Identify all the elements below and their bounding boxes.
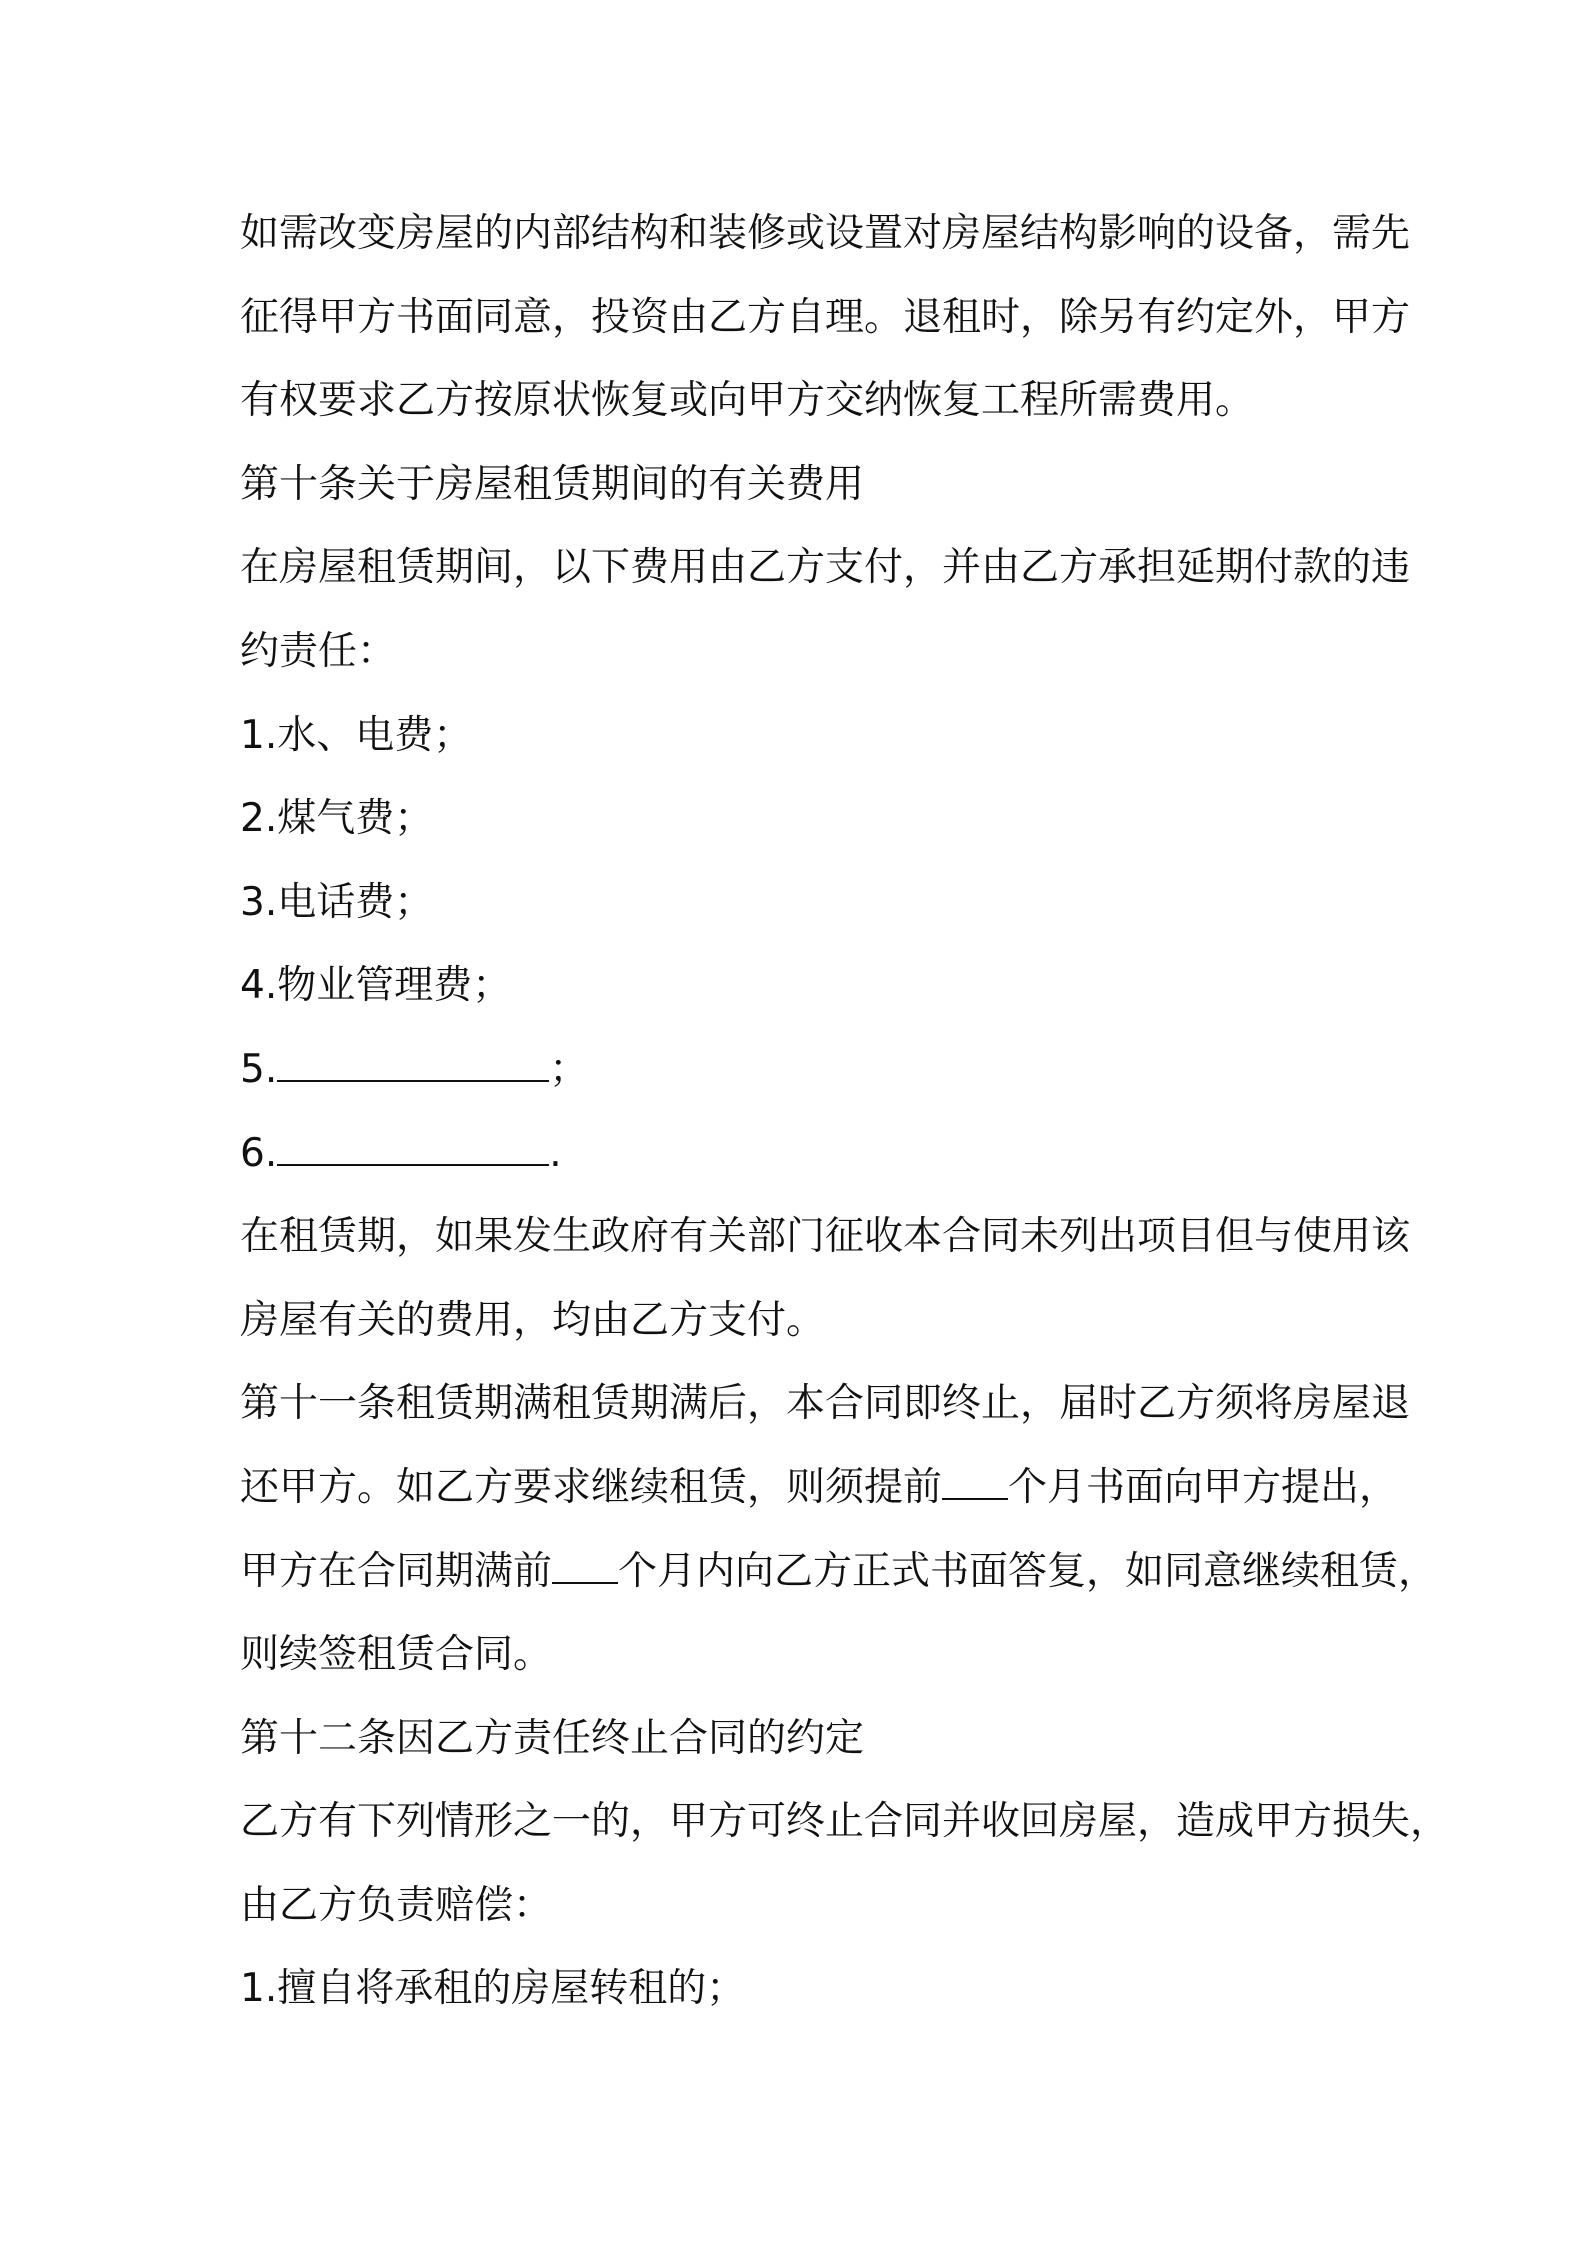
section-heading-article-12: 第十二条因乙方责任终止合同的约定 xyxy=(240,1715,865,1761)
paragraph-line: 在房屋租赁期间，以下费用由乙方支付，并由乙方承担延期付款的违 xyxy=(240,545,1411,591)
text-segment: 个月内向乙方正式书面答复，如同意继续租赁， xyxy=(618,1548,1438,1594)
list-item-blank-5 xyxy=(240,1028,1360,1112)
paragraph-line: 在租赁期，如果发生政府有关部门征收本合同未列出项目但与使用该 xyxy=(240,1214,1411,1260)
item-punctuation: ； xyxy=(549,1046,589,1092)
section-heading-article-10: 第十条关于房屋租赁期间的有关费用 xyxy=(240,461,865,507)
section-heading-article-11: 第十一条租赁期满租赁期满后，本合同即终止，届时乙方须将房屋退 xyxy=(240,1381,1411,1427)
document-body xyxy=(240,192,1450,2031)
item-number: 6. xyxy=(240,1130,278,1176)
paragraph-line: 如需改变房屋的内部结构和装修或设置对房屋结构影响的设备，需先 xyxy=(240,211,1411,256)
list-item-gas: 2.煤气费； xyxy=(240,796,434,842)
text-segment: 个月书面向甲方提出， xyxy=(1008,1464,1399,1510)
text-segment: 还甲方。如乙方要求继续租赁，则须提前 xyxy=(240,1464,943,1510)
list-item-water-electricity: 1.水、电费； xyxy=(240,712,473,758)
text-segment: 甲方在合同期满前 xyxy=(240,1548,553,1594)
paragraph-line-reply-months xyxy=(240,1530,1438,1614)
paragraph-line: 房屋有关的费用，均由乙方支付。 xyxy=(240,1297,826,1343)
paragraph-line: 乙方有下列情形之一的，甲方可终止合同并收回房屋，造成甲方损失， xyxy=(240,1799,1450,1845)
list-item-telephone: 3.电话费； xyxy=(240,879,434,925)
paragraph-line: 由乙方负责赔偿： xyxy=(240,1882,553,1928)
list-item-property-management: 4.物业管理费； xyxy=(240,963,512,1009)
paragraph-line: 约责任： xyxy=(240,628,397,674)
paragraph-line: 征得甲方书面同意，投资由乙方自理。退租时，除另有约定外，甲方 xyxy=(240,294,1411,340)
paragraph-line-notice-months xyxy=(240,1446,1399,1530)
fill-in-blank xyxy=(942,1464,1008,1500)
fill-in-blank xyxy=(277,1130,549,1166)
list-item-sublet: 1.擅自将承租的房屋转租的； xyxy=(240,1966,746,2012)
item-punctuation: . xyxy=(549,1130,562,1176)
paragraph-line: 有权要求乙方按原状恢复或向甲方交纳恢复工程所需费用。 xyxy=(240,378,1255,424)
fill-in-blank xyxy=(552,1548,618,1584)
list-item-blank-6 xyxy=(240,1112,1360,1196)
paragraph-line: 则续签租赁合同。 xyxy=(240,1632,553,1678)
fill-in-blank xyxy=(277,1046,549,1082)
item-number: 5. xyxy=(240,1046,278,1092)
